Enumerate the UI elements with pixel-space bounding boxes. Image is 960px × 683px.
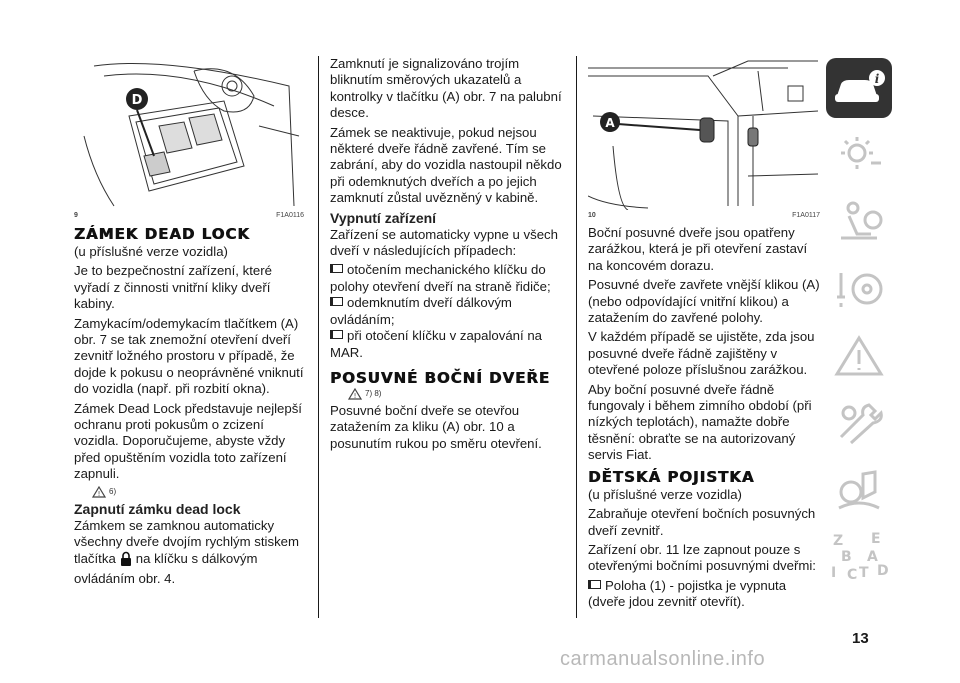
sliding-door-illustration — [588, 56, 818, 210]
paragraph-text: na klíčku s dálkovým ovládáním obr. 4. — [74, 550, 258, 586]
warning-icon[interactable] — [826, 326, 892, 386]
index-letter: I — [831, 565, 837, 581]
paragraph: (u příslušné verze vozidla) — [588, 486, 742, 502]
page-number: 13 — [852, 630, 869, 647]
bullet-icon — [588, 580, 601, 589]
paragraph — [74, 518, 304, 588]
dashboard-lights-icon[interactable] — [826, 125, 892, 185]
paragraph: Posuvné dveře zavřete vnější klikou (A) (nebo odpovídající vnitřní klikou) a zatažením do zavřené polohy. — [588, 277, 820, 326]
section-title-dead-lock: ZÁMEK DEAD LOCK — [74, 225, 250, 243]
paragraph: Zámek se neaktivuje, pokud nejsou některé dveře řádně zavřené. Tím se zabrání, aby do vozidla nastoupil někdo při odemknutých dveřích a po jejich zamknutí zůstal uvězněný v kabině. — [330, 124, 562, 206]
svg-text:!: ! — [97, 489, 101, 498]
warning-triangle-icon — [92, 486, 106, 498]
paragraph: Zámek Dead Lock představuje nejlepší ochranu proti pokusům o zcizení vozidla. Doporučujeme, abyste vždy před opuštěním vozidla toto zařízení zapnuli. — [74, 400, 302, 482]
figure-10-caption — [588, 212, 820, 219]
figure-9-door-switch-panel — [74, 56, 304, 210]
warning-triangle-icon — [348, 388, 362, 400]
list-item-text: při otočení klíčku v zapalování na MAR. — [330, 328, 542, 360]
list-item — [330, 295, 562, 328]
figure-10-sliding-door — [588, 56, 818, 210]
list-item-text: Poloha (1) - pojistka je vypnuta (dveře jdou zevnitř otevřít). — [588, 577, 787, 610]
bullet-icon — [330, 264, 343, 273]
maintenance-icon[interactable] — [826, 393, 892, 453]
index-letter: Z — [833, 533, 844, 549]
column-1 — [74, 56, 304, 590]
figure-number: 9 — [74, 212, 78, 219]
chapter-sidebar — [826, 58, 896, 594]
warning-ref-text: 7) 8) — [365, 389, 382, 399]
svg-text:!: ! — [353, 391, 357, 400]
paragraph: Zamknutí je signalizováno trojím bliknutím směrových ukazatelů a kontrolky v tlačítku (A) obr. 7 na palubní desce. — [330, 56, 562, 121]
warning-reference — [92, 486, 304, 498]
paragraph: (u příslušné verze vozidla) — [74, 244, 228, 259]
figure-label-a: A — [605, 116, 615, 130]
paragraph: V každém případě se ujistěte, zda jsou posuvné dveře řádně zajištěny v otevřené poloze příslušnou zarážkou. — [588, 329, 815, 378]
index-letter: D — [877, 563, 889, 579]
paragraph: Je to bezpečnostní zařízení, které vyřadí z činnosti vnitřní kliky dveří kabiny. — [74, 263, 272, 312]
list-item — [588, 578, 820, 611]
index-letter: E — [871, 531, 881, 547]
bullet-icon — [330, 297, 343, 306]
figure-code: F1A0116 — [276, 212, 304, 219]
starting-driving-icon[interactable] — [826, 259, 892, 319]
index-letter: B — [841, 549, 852, 565]
paragraph-text: Zámkem se zamknou automaticky všechny dveře dvojím rychlým stiskem tlačítka — [74, 517, 299, 566]
lock-icon — [120, 551, 132, 571]
list-item-text: otočením mechanického klíčku do polohy otevření dveří na straně řidiče; — [330, 262, 551, 294]
paragraph: Zařízení se automaticky vypne u všech dveří v následujících případech: — [330, 226, 558, 259]
index-icon[interactable] — [826, 527, 892, 587]
index-letter: T — [859, 565, 869, 581]
column-3 — [588, 56, 820, 611]
watermark: carmanualsonline.info — [560, 648, 766, 670]
warning-reference — [348, 388, 562, 400]
figure-label-d: D — [131, 93, 143, 108]
section-title-child-lock: DĚTSKÁ POJISTKA — [588, 467, 755, 486]
column-2 — [330, 56, 562, 455]
svg-text:i: i — [874, 72, 880, 86]
paragraph: Boční posuvné dveře jsou opatřeny zarážkou, která je při otevření zastaví na koncovém dorazu. — [588, 225, 808, 273]
airbag-icon[interactable] — [826, 192, 892, 252]
section-title-sliding-doors: POSUVNÉ BOČNÍ DVEŘE — [330, 368, 551, 387]
bullet-icon — [330, 330, 343, 339]
list-item — [330, 328, 562, 361]
technical-data-icon[interactable] — [826, 460, 892, 520]
warning-ref-text: 6) — [109, 487, 117, 497]
subsection-title: Zapnutí zámku dead lock — [74, 500, 241, 517]
car-info-icon[interactable] — [826, 58, 892, 118]
paragraph: Zabraňuje otevření bočních posuvných dveří zevnitř. — [588, 506, 816, 538]
paragraph: Zamykacím/odemykacím tlačítkem (A) obr. 7 se tak znemožní otevření dveří zevnitř ložného prostoru v případě, že dojde k pokusu o neoprávněné vniknutí do vozidla (např. při rozbití okna). — [74, 315, 304, 397]
subsection-title: Vypnutí zařízení — [330, 209, 437, 226]
figure-9-caption — [74, 212, 304, 219]
figure-code: F1A0117 — [792, 212, 820, 219]
list-item-text: odemknutím dveří dálkovým ovládáním; — [330, 295, 512, 327]
list-item — [330, 262, 562, 295]
index-letter: A — [867, 549, 878, 565]
column-divider — [576, 56, 577, 618]
door-switch-illustration — [74, 56, 304, 210]
paragraph: Zařízení obr. 11 lze zapnout pouze s otevřenými bočními posuvnými dveřmi: — [588, 541, 816, 574]
index-letter: C — [847, 567, 858, 583]
figure-number: 10 — [588, 212, 596, 219]
paragraph: Aby boční posuvné dveře řádně fungovaly i během zimního období (při nízkých teplotách), namažte dobře těsnění: obraťte se na autorizovaný servis Fiat. — [588, 381, 812, 463]
paragraph: Posuvné boční dveře se otevřou zatažením za kliku (A) obr. 10 a posunutím rukou po směru otevření. — [330, 402, 542, 451]
column-divider — [318, 56, 319, 618]
